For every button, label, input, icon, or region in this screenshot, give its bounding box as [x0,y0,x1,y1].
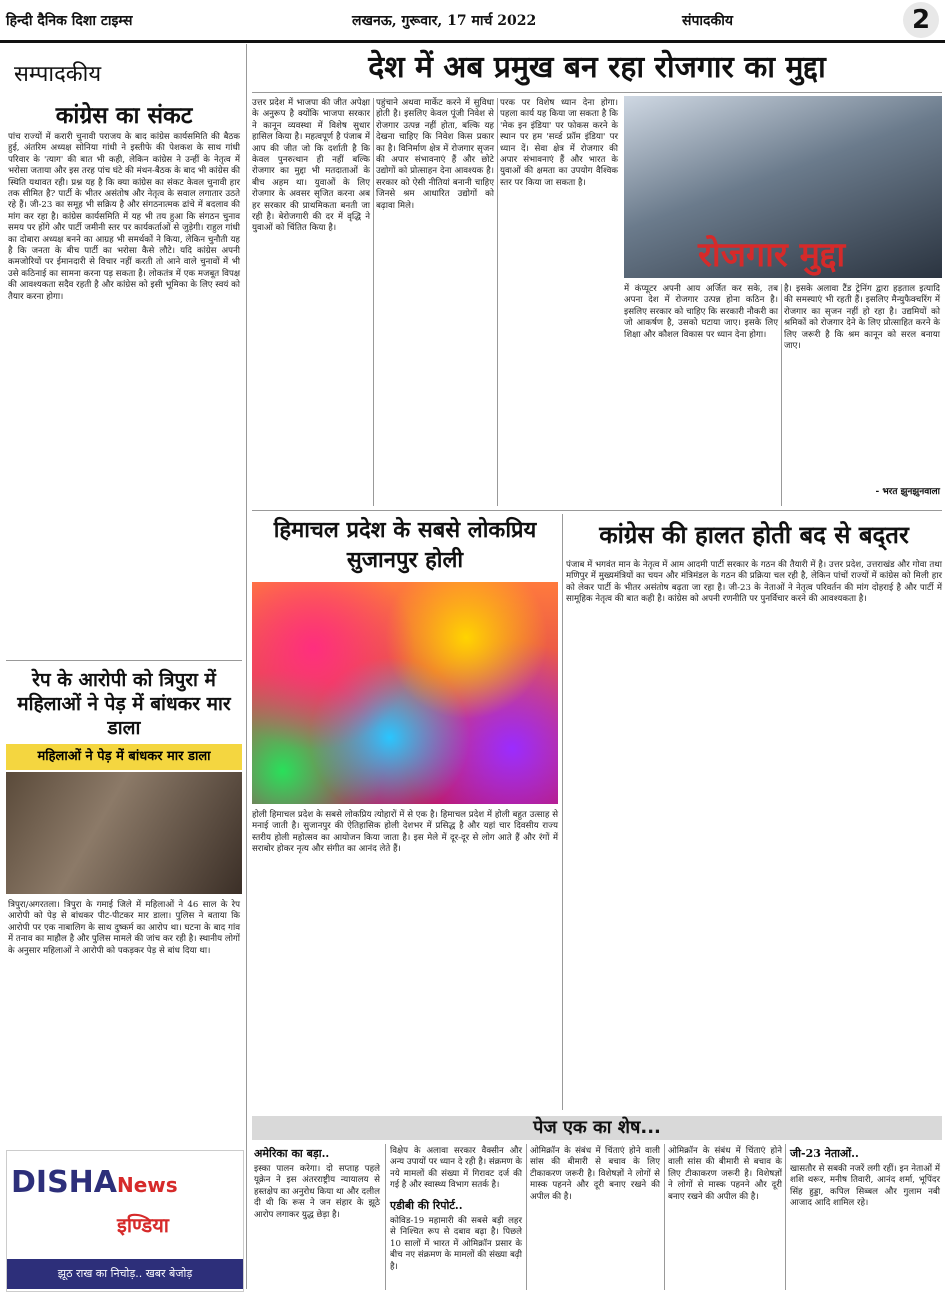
holi-headline: हिमाचल प्रदेश के सबसे लोकप्रिय सुजानपुर होली [273,518,537,573]
congress-body: पंजाब में भगवंत मान के नेतृत्व में आम आदमी पार्टी सरकार के गठन की तैयारी में है। उत्तर प्रदेश, उत्तराखंड और गोवा तथा मणिपुर में मुख्यमंत्रियों का चयन और मंत्रिमंडल के गठन की प्रक्रिया चल रही है, लेकिन पांचों राज्यों में कांग्रेस को मिली हार को लेकर पार्टी के भीतर असंतोष बढ़ता जा रहा है। जी-23 के नेताओं ने नेतृत्व परिवर्तन की मांग दोहराई है और पार्टी में सामूहिक नेतृत्व की बात कही है। कांग्रेस को अपनी रणनीति पर पुनर्विचार करने की आवश्यकता है। [566,560,945,605]
holi-photo [252,582,558,804]
jobs-photo-label: रोजगार मुद्दा [698,235,846,275]
america-title: अमेरिका का बड़ा.. [254,1147,330,1160]
lead-body-col5: है। इसके अलावा टैंड ट्रेनिंग द्वारा हड़ताल इत्यादि की समस्याएं भी रहती हैं। इसलिए मैन्युफैक्चरिंग में रोजगार का सृजन नहीं हो रहा है। उद्यमियों को श्रमिकों को रोजगार देने के लिए प्रोत्साहित करने के लिए जरूरी है कि श्रम कानून को सरल बनाया जाए। [784,284,943,352]
masthead [0,0,945,43]
tripura-photo-caption: महिलाओं ने पेड़ में बांधकर मार डाला [6,744,242,770]
lead-body-col1: उत्तर प्रदेश में भाजपा की जीत अपेक्षा के अनुरूप है क्योंकि भाजपा सरकार ने कानून व्यवस्था में विशेष सुधार हासिल किया है। महत्वपूर्ण है पंजाब में आप की जीत जो कि दर्शाती है कि केवल पुनरुत्थान ही नहीं बल्कि रोजगार का मुद्दा भी मतदाताओं के बीच अहम था। युवाओं के लिए रोजगार के अवसर सृजित करना अब हर सरकार की प्राथमिकता बनती जा रही है। बेरोजगारी की दर में वृद्धि ने युवाओं को चिंतित किया है। [252,98,373,234]
covid-body: ओमिक्रॉन के संबंध में चिंताएं होने वाली सांस की बीमारी से बचाव के लिए टीकाकरण जरूरी है। विशेषज्ञों ने लोगों से मास्क पहनने और दूरी बनाए रखने की अपील की है। [668,1146,785,1202]
page-number: 2 [903,2,939,38]
adb-title: एडीबी की रिपोर्ट.. [390,1199,463,1212]
continued-body: विक्षेप के अलावा सरकार वैक्सीन और अन्य उपायों पर ध्यान दे रही है। संक्रमण के नये मामलों की संख्या में गिरावट दर्ज की गई है और स्वास्थ्य विभाग सतर्क है। [390,1146,525,1191]
editorial-body: पांच राज्यों में करारी चुनावी पराजय के बाद कांग्रेस कार्यसमिति की बैठक हुई, अंतरिम अध्यक्ष सोनिया गांधी ने इस्तीफे की पेशकश के साथ गांधी परिवार के 'त्याग' की बात भी कही, लेकिन कांग्रेस ने उन्हीं के नेतृत्व में भरोसा जताया और इस तरह पांच घंटे की मंथन-बैठक के बाद भी कांग्रेस की स्थिति यथावत रही। प्रश्न यह है कि क्या कांग्रेस का संकट केवल चुनावी हार तक सीमित है? पार्टी के भीतर असंतोष और नेतृत्व के सवाल लगातार उठते रहे हैं। जी-23 का समूह भी सक्रिय है और संगठनात्मक ढांचे में बदलाव की मांग कर रहा है। कांग्रेस कार्यसमिति में यह भी तय हुआ कि संगठन चुनाव समय पर होंगे और पार्टी जमीनी स्तर पर कार्यकर्ताओं से जुड़ेगी। राहुल गांधी का दोबारा अध्यक्ष बनने का आग्रह भी समर्थकों ने किया, लेकिन चुनौती यह है कि जनता के बीच पार्टी का भरोसा कैसे लौटे। यदि कांग्रेस अपनी कमजोरियों पर ईमानदारी से विचार नहीं करती तो आने वाले चुनावों में भी उसे कठिनाई का सामना करना पड़ सकता है। लोकतंत्र में एक मजबूत विपक्ष की आवश्यकता सदैव रहती है और कांग्रेस को इसी भूमिका के लिए स्वयं को तैयार करना होगा। [8,132,243,302]
lead-body-col2: पहुंचाने अथवा मार्केट करने में सुविधा होती है। इसलिए केवल पूंजी निवेश से रोजगार उत्पन्न नहीं होता, बल्कि यह देखना चाहिए कि निवेश किस प्रकार का है। विनिर्माण क्षेत्र में रोजगार सृजन की अपार संभावनाएं हैं और छोटे उद्योगों को प्रोत्साहन देना आवश्यक है। सरकार को ऐसी नीतियां बनानी चाहिए जिनसे श्रम आधारित उद्योगों को बढ़ावा मिले। [376,98,497,211]
tripura-body: त्रिपुरा/अगरतला। त्रिपुरा के गमाई जिले में महिलाओं ने 46 साल के रेप आरोपी को पेड़ से बांधकर पीट-पीटकर मार डाला। पुलिस ने बताया कि आरोपी पर एक नाबालिग के साथ दुष्कर्म का आरोप था। घटना के बाद गांव में तनाव का माहौल है और पुलिस मामले की जांच कर रही है। स्थानीय लोगों के अनुसार महिलाओं ने आरोपी को पकड़कर पेड़ से बांध दिया था। [8,900,243,956]
america-body: इस्का पालन करेगा। दो सप्ताह पहले यूक्रेन ने इस अंतरराष्ट्रीय न्यायालय से हस्तक्षेप का अनुरोध किया था और दलील दी थी कि रूस ने जन संहार के झूठे आरोप लगाकर युद्ध छेड़ा है। [254,1164,383,1220]
ad-brand-suffix: News [117,1173,178,1197]
lead-body-col4: में कंप्यूटर अपनी आय अर्जित कर सके, तब अपना देश में रोजगार उत्पन्न होना कठिन है। इसलिए सरकार को चाहिए कि सरकारी नौकरी का जो आकर्षण है, उसको घटाया जाए। इसके लिए शिक्षा और कौशल विकास पर ध्यान देना होगा। [624,284,781,340]
g23-body: खासतौर से सबकी नजरें लगी रहीं। इन नेताओं में शशि थरूर, मनीष तिवारी, आनंद शर्मा, भूपिंदर सिंह हुड्डा, कपिल सिब्बल और गुलाम नबी आजाद आदि शामिल रहे। [790,1164,943,1209]
disha-news-ad[interactable] [6,1150,244,1292]
lead-headline: देश में अब प्रमुख बन रहा रोजगार का मुद्दा [368,50,826,85]
editorial-headline: कांग्रेस का संकट [55,103,193,129]
lead-body-col3: परक पर विशेष ध्यान देना होगा। पहला कार्य यह किया जा सकता है कि 'मेक इन इंडिया' पर फोकस करने के स्थान पर हम 'सर्व्ड फ्रॉम इंडिया' पर ध्यान दें। सेवा क्षेत्र में रोजगार की अपार संभावनाएं हैं और भारत के युवाओं की क्षमता का उपयोग वैश्विक स्तर पर किया जा सकता है। [500,98,621,188]
ad-tagline: झूठ राख का निचोड़.. खबर बेजोड़ [7,1259,243,1289]
ad-brand-sub: इण्डिया [117,1213,169,1237]
section-name: संपादकीय [682,13,733,29]
omicron-body: ओमिक्रॉन के संबंध में चिंताएं होने वाली सांस की बीमारी से बचाव के लिए टीकाकरण जरूरी है। विशेषज्ञों ने लोगों से मास्क पहनने और दूरी बनाए रखने की अपील की है। [530,1146,663,1202]
ad-brand: DISHA [11,1165,117,1200]
dateline: लखनऊ, गुरूवार, 17 मार्च 2022 [352,13,537,29]
congress-headline: कांग्रेस की हालत होती बद से बद्तर [599,521,909,549]
g23-title: जी-23 नेताओं.. [790,1147,859,1160]
editorial-label: सम्पादकीय [14,62,102,87]
jobs-photo [624,96,942,278]
adb-body: कोविड-19 महामारी की सबसे बड़ी लहर से निश्चित रूप से दबाव बढ़ा है। पिछले 10 सालों में भारत में ओमिक्रॉन प्रसार के बीच नए संक्रमण के मामलों की संख्या बढ़ी है। [390,1216,525,1272]
holi-body: होली हिमाचल प्रदेश के सबसे लोकप्रिय त्योहारों में से एक है। हिमाचल प्रदेश में होली बहुत उत्साह से मनाई जाती है। सुजानपुर की ऐतिहासिक होली देशभर में प्रसिद्ध है और यहां चार दिवसीय राज्य स्तरीय होली महोत्सव का आयोजन किया जाता है। इस मेले में दूर-दूर से लोग आते हैं और रंगों में सराबोर होकर नृत्य और संगीत का आनंद लेते हैं। [252,810,561,855]
tripura-photo [6,772,242,894]
tripura-headline: रेप के आरोपी को त्रिपुरा में महिलाओं ने पेड़ में बांधकर मार डाला [17,669,231,739]
page-one-continued-band: पेज एक का शेष... [252,1116,942,1140]
paper-name: हिन्दी दैनिक दिशा टाइम्स [6,13,133,29]
lead-byline: - भरत झुनझुनवाला [875,487,940,497]
